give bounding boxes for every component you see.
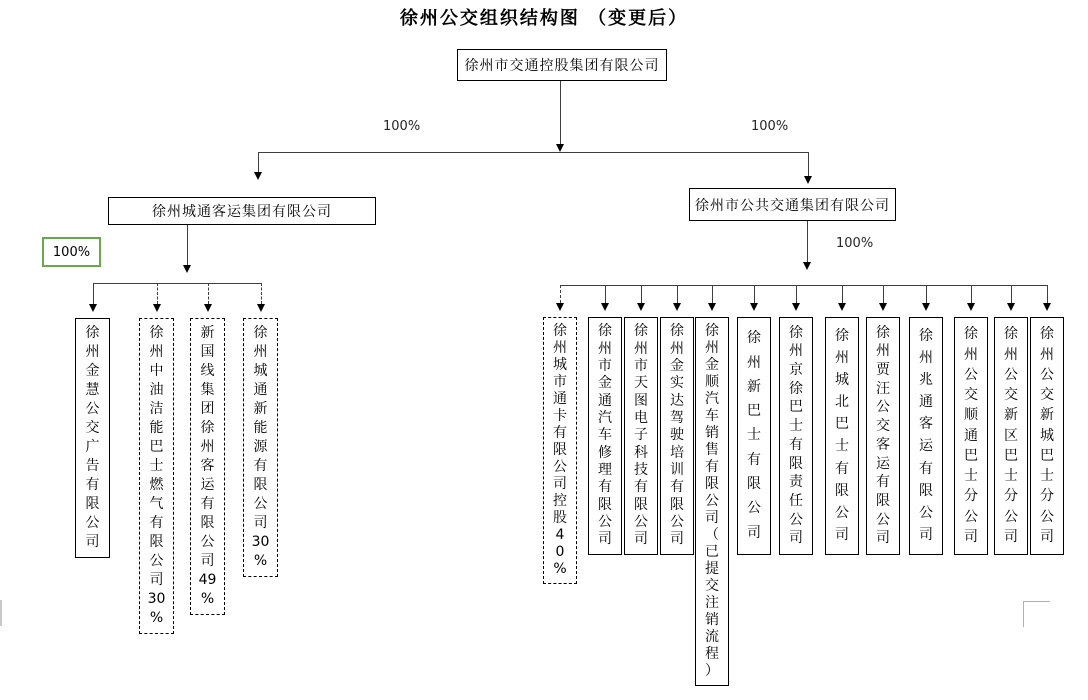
org-node-text-line: 城	[1040, 427, 1054, 444]
org-node-text-line: 城	[553, 357, 567, 373]
org-node-text-line: 市	[553, 374, 567, 390]
org-node-text-line: 州	[1004, 346, 1018, 363]
org-node-text-line: 限	[253, 477, 268, 493]
org-node-text-line: 徐	[789, 380, 803, 397]
org-node-text-line: 士	[835, 438, 849, 455]
org-node-text-line: 燃	[149, 477, 164, 493]
org-node-text-line: 售	[705, 442, 719, 458]
org-node-text-line: 交	[705, 578, 719, 594]
org-node-text-line: 州	[789, 343, 803, 360]
org-node-text-line: 公	[1040, 508, 1054, 525]
org-node-text-line: 州	[634, 340, 648, 357]
org-node-company	[909, 317, 943, 555]
org-node-text-line: 汪	[876, 380, 890, 397]
org-node-text-line: 徐	[876, 324, 890, 341]
chart-title: 徐州公交组织结构图 （变更后）	[399, 8, 689, 29]
org-node-text-line: 交	[1040, 387, 1054, 403]
org-node-text-line: 司	[634, 531, 648, 548]
org-node-text-line: 公	[553, 459, 567, 475]
child-drop-line	[1011, 285, 1012, 303]
org-node-text-line: 限	[919, 482, 933, 499]
org-node-text-line: 城	[835, 372, 849, 389]
org-node-text-line: 司	[747, 524, 761, 541]
org-node-text-line: 销	[705, 612, 719, 628]
org-node-text-line: 控	[553, 493, 567, 509]
org-node-text-line: 团	[200, 401, 215, 417]
page-edge-mark	[0, 600, 2, 626]
org-node-text-line: 集	[200, 382, 215, 398]
org-node-text-line: 新	[747, 378, 761, 395]
org-node-text-line: 巴	[747, 403, 761, 420]
org-node-text-line: 兆	[919, 372, 933, 389]
org-node-text-line: 限	[835, 482, 849, 499]
org-node-text-line: 公	[1040, 366, 1054, 383]
org-node-text-line: 科	[634, 444, 648, 461]
org-node-text-line: 徐	[789, 324, 803, 341]
org-node-text-line: 司	[1040, 528, 1054, 545]
org-node-text-line: 有	[598, 479, 612, 496]
org-node-text-line: 线	[200, 363, 215, 379]
org-node-text-line: 有	[789, 436, 803, 453]
org-node-text-line: 京	[789, 362, 803, 379]
org-node-text-line: 有	[919, 460, 933, 477]
arrow-down-icon	[750, 303, 758, 311]
org-node-text-line: 销	[705, 425, 719, 441]
org-node-text-line: 有	[876, 474, 890, 491]
org-node-company	[624, 317, 658, 555]
org-node-text-line: 司	[705, 510, 719, 526]
org-node-text-line: 限	[789, 455, 803, 472]
org-node-text-line: 源	[253, 439, 268, 455]
org-node-text-line: %	[253, 553, 268, 569]
org-node-text-line: 州	[85, 344, 100, 360]
org-node-text-line: 公	[253, 496, 268, 512]
arrow-down-icon	[153, 304, 161, 312]
org-node-text-line: 分	[1004, 488, 1018, 505]
org-node-text-line: 汽	[705, 391, 719, 407]
org-node-text-line: 徐	[253, 325, 268, 341]
org-node-text-line: 新	[253, 401, 268, 417]
org-node-text-line: 巴	[149, 439, 164, 455]
child-drop-line	[926, 285, 927, 303]
org-node-text-line: 州	[200, 439, 215, 455]
org-node-text-line: 市	[634, 358, 648, 375]
child-drop-line	[754, 285, 755, 303]
org-node-text-line: 30	[251, 534, 270, 550]
org-node-company	[1030, 317, 1064, 555]
org-node-text-line: 徐	[835, 328, 849, 345]
org-node-text-line: 顺	[964, 407, 978, 424]
org-node-company	[695, 317, 729, 686]
org-node-text-line: 贾	[876, 362, 890, 379]
org-node-text-line: 新	[1004, 407, 1018, 424]
org-node-text-line: 注	[705, 595, 719, 611]
org-node-text-line: 限	[598, 496, 612, 513]
org-node-text-line: 限	[876, 492, 890, 509]
org-node-text-line: 徐	[705, 323, 719, 339]
org-node-text-line: 任	[789, 492, 803, 509]
arrow-down-icon	[1007, 303, 1015, 311]
org-node-text-line: 徐	[670, 323, 684, 340]
org-node-text-line: （	[705, 527, 719, 543]
child-drop-line	[1047, 285, 1048, 303]
org-node-text-line: 有	[634, 479, 648, 496]
org-node-text-line: 国	[200, 344, 215, 360]
org-node-text-line: 49	[198, 572, 217, 588]
org-node-text-line: 公	[964, 366, 978, 383]
right-children-ownership-label: 100%	[836, 236, 874, 251]
child-drop-line	[93, 283, 94, 304]
org-node-text-line: 徐	[598, 323, 612, 340]
arrow-down-icon	[601, 303, 609, 311]
org-node-text-line: 司	[670, 531, 684, 548]
child-drop-line	[842, 285, 843, 303]
org-node-text-line: 有	[553, 425, 567, 441]
org-node-text-line: 实	[670, 375, 684, 392]
org-node-text-line: 市	[598, 358, 612, 375]
org-node-text-line: 公	[598, 514, 612, 531]
org-node-text-line: 卡	[553, 408, 567, 424]
arrow-down-icon	[637, 303, 645, 311]
org-node-text-line: 电	[634, 410, 648, 427]
org-node-text-line: 分	[964, 488, 978, 505]
org-node-text-line: 金	[85, 363, 100, 379]
org-node-text-line: 训	[670, 462, 684, 479]
org-node-text-line: 修	[598, 444, 612, 461]
org-node-text-line: 子	[634, 427, 648, 444]
org-node-text-line: 公	[789, 511, 803, 528]
arrow-down-icon	[257, 304, 265, 312]
org-node-text-line: 告	[85, 458, 100, 474]
org-node-text-line: 州	[598, 340, 612, 357]
org-node-text-line: 司	[598, 531, 612, 548]
org-node-text-line: ）	[705, 663, 719, 679]
org-node-text-line: 培	[670, 444, 684, 461]
org-node-text-line: 公	[876, 511, 890, 528]
org-node-text-line: 州	[705, 340, 719, 356]
child-drop-line	[796, 285, 797, 303]
org-node-text-line: 徐	[964, 326, 978, 343]
org-node-text-line: 司	[253, 515, 268, 531]
org-node-company	[779, 317, 813, 555]
org-node-text-line: 徐	[200, 420, 215, 436]
org-node-text-line: 提	[705, 561, 719, 577]
org-node-text-line: 州	[876, 343, 890, 360]
org-node-text-line: 客	[200, 458, 215, 474]
org-node-text-line: 司	[964, 528, 978, 545]
org-node-text-line: 金	[598, 375, 612, 392]
org-node-text-line: 司	[85, 534, 100, 550]
org-node-text-line: 通	[598, 392, 612, 409]
org-node-text-line: 通	[253, 382, 268, 398]
org-node-text-line: 限	[670, 496, 684, 513]
org-node-text-line: 能	[253, 420, 268, 436]
org-node-text-line: 公	[876, 399, 890, 416]
org-node-text-line: 交	[85, 420, 100, 436]
org-node-text-line: 限	[85, 496, 100, 512]
org-node-text-line: 能	[149, 420, 164, 436]
org-node-text-line: 州	[747, 354, 761, 371]
org-node-text-line: 巴	[1040, 447, 1054, 464]
org-node-text-line: 顺	[705, 374, 719, 390]
org-node-company	[588, 317, 622, 555]
org-node-text-line: 徐	[1004, 326, 1018, 343]
org-node-text-line: 司	[919, 526, 933, 543]
org-node-text-line: 州	[835, 350, 849, 367]
org-node-text-line: 徐	[149, 325, 164, 341]
org-node-text-line: 运	[200, 477, 215, 493]
org-node-text-line: 技	[634, 462, 648, 479]
children-connector-line	[93, 283, 261, 284]
org-node-text-line: 司	[789, 530, 803, 547]
org-node-text-line: 有	[253, 458, 268, 474]
org-node-text-line: 车	[705, 408, 719, 424]
org-node-text-line: 州	[919, 350, 933, 367]
org-node-text-line: 新	[200, 325, 215, 341]
org-node-text-line: 巴	[789, 399, 803, 416]
org-node-text-line: 巴	[835, 416, 849, 433]
page-corner-mark	[1023, 601, 1050, 627]
org-node-text-line: 分	[1040, 488, 1054, 505]
org-node-text-line: 图	[634, 392, 648, 409]
org-node-text-line: 4	[555, 527, 565, 543]
child-drop-line	[677, 285, 678, 303]
child-drop-line	[605, 285, 606, 303]
org-node-text-line: 公	[670, 514, 684, 531]
children-connector-line	[560, 285, 1047, 286]
org-node-text-line: 交	[876, 418, 890, 435]
child-drop-line	[712, 285, 713, 303]
arrow-down-icon	[708, 303, 716, 311]
org-node-text-line: 通	[919, 394, 933, 411]
org-node-company	[954, 317, 988, 555]
org-node-text-line: 公	[1004, 366, 1018, 383]
org-node-text-line: 理	[598, 462, 612, 479]
org-node-text-line: 公	[85, 515, 100, 531]
org-node-text-line: %	[200, 591, 215, 607]
org-node-text-line: 油	[149, 382, 164, 398]
org-node-text-line: 金	[705, 357, 719, 373]
arrow-down-icon	[838, 303, 846, 311]
org-node-text-line: 巴	[1004, 447, 1018, 464]
org-node-text-line: 徐	[919, 328, 933, 345]
org-node-text-line: 司	[835, 526, 849, 543]
arrow-down-icon	[204, 304, 212, 312]
org-node-text-line: 达	[670, 392, 684, 409]
org-node-text-line: 限	[553, 442, 567, 458]
org-node-text-line: 中	[149, 363, 164, 379]
org-node-text-line: 公	[149, 553, 164, 569]
org-node-text-line: 士	[1004, 468, 1018, 484]
org-node-text-line: 限	[634, 496, 648, 513]
org-node-company	[866, 317, 900, 555]
org-node-text-line: 有	[200, 496, 215, 512]
org-node-text-line: 限	[149, 534, 164, 550]
org-node-root-label: 徐州市交通控股集团有限公司	[464, 58, 660, 74]
org-node-text-line: 交	[1004, 387, 1018, 403]
org-node-text-line: 州	[149, 344, 164, 360]
org-node-text-line: 有	[747, 451, 761, 468]
org-node-text-line: 司	[149, 572, 164, 588]
org-node-text-line: 徐	[747, 330, 761, 347]
org-node-text-line: 30	[147, 591, 166, 607]
child-drop-line	[560, 285, 561, 303]
org-node-text-line: 0	[555, 544, 565, 560]
ownership-badge-label: 100%	[52, 244, 91, 260]
arrow-down-icon	[879, 303, 887, 311]
org-node-text-line: 驶	[670, 427, 684, 444]
org-node-text-line: 州	[670, 340, 684, 357]
org-node-text-line: %	[149, 610, 164, 626]
org-node-text-line: 徐	[1040, 326, 1054, 343]
arrow-down-icon	[967, 303, 975, 311]
arrow-down-icon	[673, 303, 681, 311]
org-node-text-line: 有	[835, 460, 849, 477]
org-node-branch-label: 徐州城通客运集团有限公司	[152, 204, 332, 220]
org-node-text-line: 徐	[85, 325, 100, 341]
org-node-branch-label: 徐州市公共交通集团有限公司	[695, 197, 890, 214]
org-node-text-line: 有	[85, 477, 100, 493]
org-node-text-line: 司	[1004, 528, 1018, 545]
org-node-text-line: 公	[747, 500, 761, 517]
org-node-text-line: 城	[253, 363, 268, 379]
org-node-text-line: 客	[919, 416, 933, 433]
org-node-text-line: 司	[876, 530, 890, 547]
org-node-text-line: %	[553, 561, 567, 577]
org-node-text-line: 徐	[553, 323, 567, 339]
org-node-text-line: 限	[705, 476, 719, 492]
org-node-text-line: 程	[705, 646, 719, 662]
org-node-text-line: 股	[553, 510, 567, 526]
org-node-company	[825, 317, 859, 555]
child-drop-line	[971, 285, 972, 303]
org-node-text-line: 公	[919, 504, 933, 521]
org-node-text-line: 责	[789, 474, 803, 491]
org-node-text-line: 公	[85, 401, 100, 417]
org-node-text-line: 巴	[964, 447, 978, 464]
arrow-down-icon	[556, 303, 564, 311]
org-node-text-line: 金	[670, 358, 684, 375]
org-node-text-line: 公	[705, 493, 719, 509]
child-drop-line	[157, 283, 158, 304]
org-node-text-line: 公	[634, 514, 648, 531]
child-drop-line	[641, 285, 642, 303]
org-node-company	[660, 317, 694, 555]
org-node-company	[994, 317, 1028, 555]
org-node-text-line: 州	[1040, 346, 1054, 363]
org-node-text-line: 慧	[85, 382, 100, 398]
org-node-text-line: 限	[200, 515, 215, 531]
org-node-text-line: 司	[200, 553, 215, 569]
org-node-text-line: 北	[835, 394, 849, 411]
org-node-text-line: 徐	[634, 323, 648, 340]
arrow-down-icon	[1043, 303, 1051, 311]
left-branch-ownership-label: 100%	[383, 119, 421, 134]
arrow-down-icon	[792, 303, 800, 311]
org-node-text-line: 州	[553, 340, 567, 356]
org-node-text-line: 士	[1040, 468, 1054, 484]
org-node-text-line: 车	[598, 427, 612, 444]
arrow-down-icon	[922, 303, 930, 311]
org-node-text-line: 公	[1004, 508, 1018, 525]
org-node-text-line: 通	[553, 391, 567, 407]
org-node-text-line: 州	[253, 344, 268, 360]
org-node-text-line: 客	[876, 436, 890, 453]
org-node-text-line: 士	[789, 418, 803, 435]
org-node-text-line: 有	[705, 459, 719, 475]
org-node-text-line: 通	[964, 427, 978, 444]
right-branch-ownership-label: 100%	[751, 119, 789, 134]
org-node-text-line: 司	[553, 476, 567, 492]
org-node-text-line: 驾	[670, 410, 684, 427]
org-node-text-line: 交	[964, 387, 978, 403]
org-node-text-line: 运	[919, 438, 933, 455]
org-node-text-line: 有	[149, 515, 164, 531]
child-drop-line	[883, 285, 884, 303]
org-node-text-line: 天	[634, 375, 648, 392]
org-node-company	[737, 317, 771, 555]
org-node-text-line: 流	[705, 629, 719, 645]
org-node-text-line: 广	[85, 439, 100, 455]
org-node-text-line: 公	[835, 504, 849, 521]
org-node-text-line: 区	[1004, 427, 1018, 444]
org-node-text-line: 新	[1040, 407, 1054, 424]
org-node-text-line: 运	[876, 455, 890, 472]
org-node-text-line: 限	[747, 476, 761, 493]
org-node-text-line: 汽	[598, 410, 612, 427]
child-drop-line	[261, 283, 262, 304]
org-node-text-line: 公	[964, 508, 978, 525]
org-node-text-line: 气	[149, 496, 164, 512]
org-node-text-line: 已	[705, 544, 719, 560]
org-node-text-line: 州	[964, 346, 978, 363]
child-drop-line	[208, 283, 209, 304]
org-node-text-line: 士	[149, 458, 164, 474]
org-node-company	[543, 317, 577, 584]
org-node-text-line: 公	[200, 534, 215, 550]
org-node-text-line: 士	[964, 468, 978, 484]
org-node-text-line: 洁	[149, 401, 164, 417]
org-node-text-line: 有	[670, 479, 684, 496]
arrow-down-icon	[89, 304, 97, 312]
org-node-text-line: 士	[747, 427, 761, 444]
